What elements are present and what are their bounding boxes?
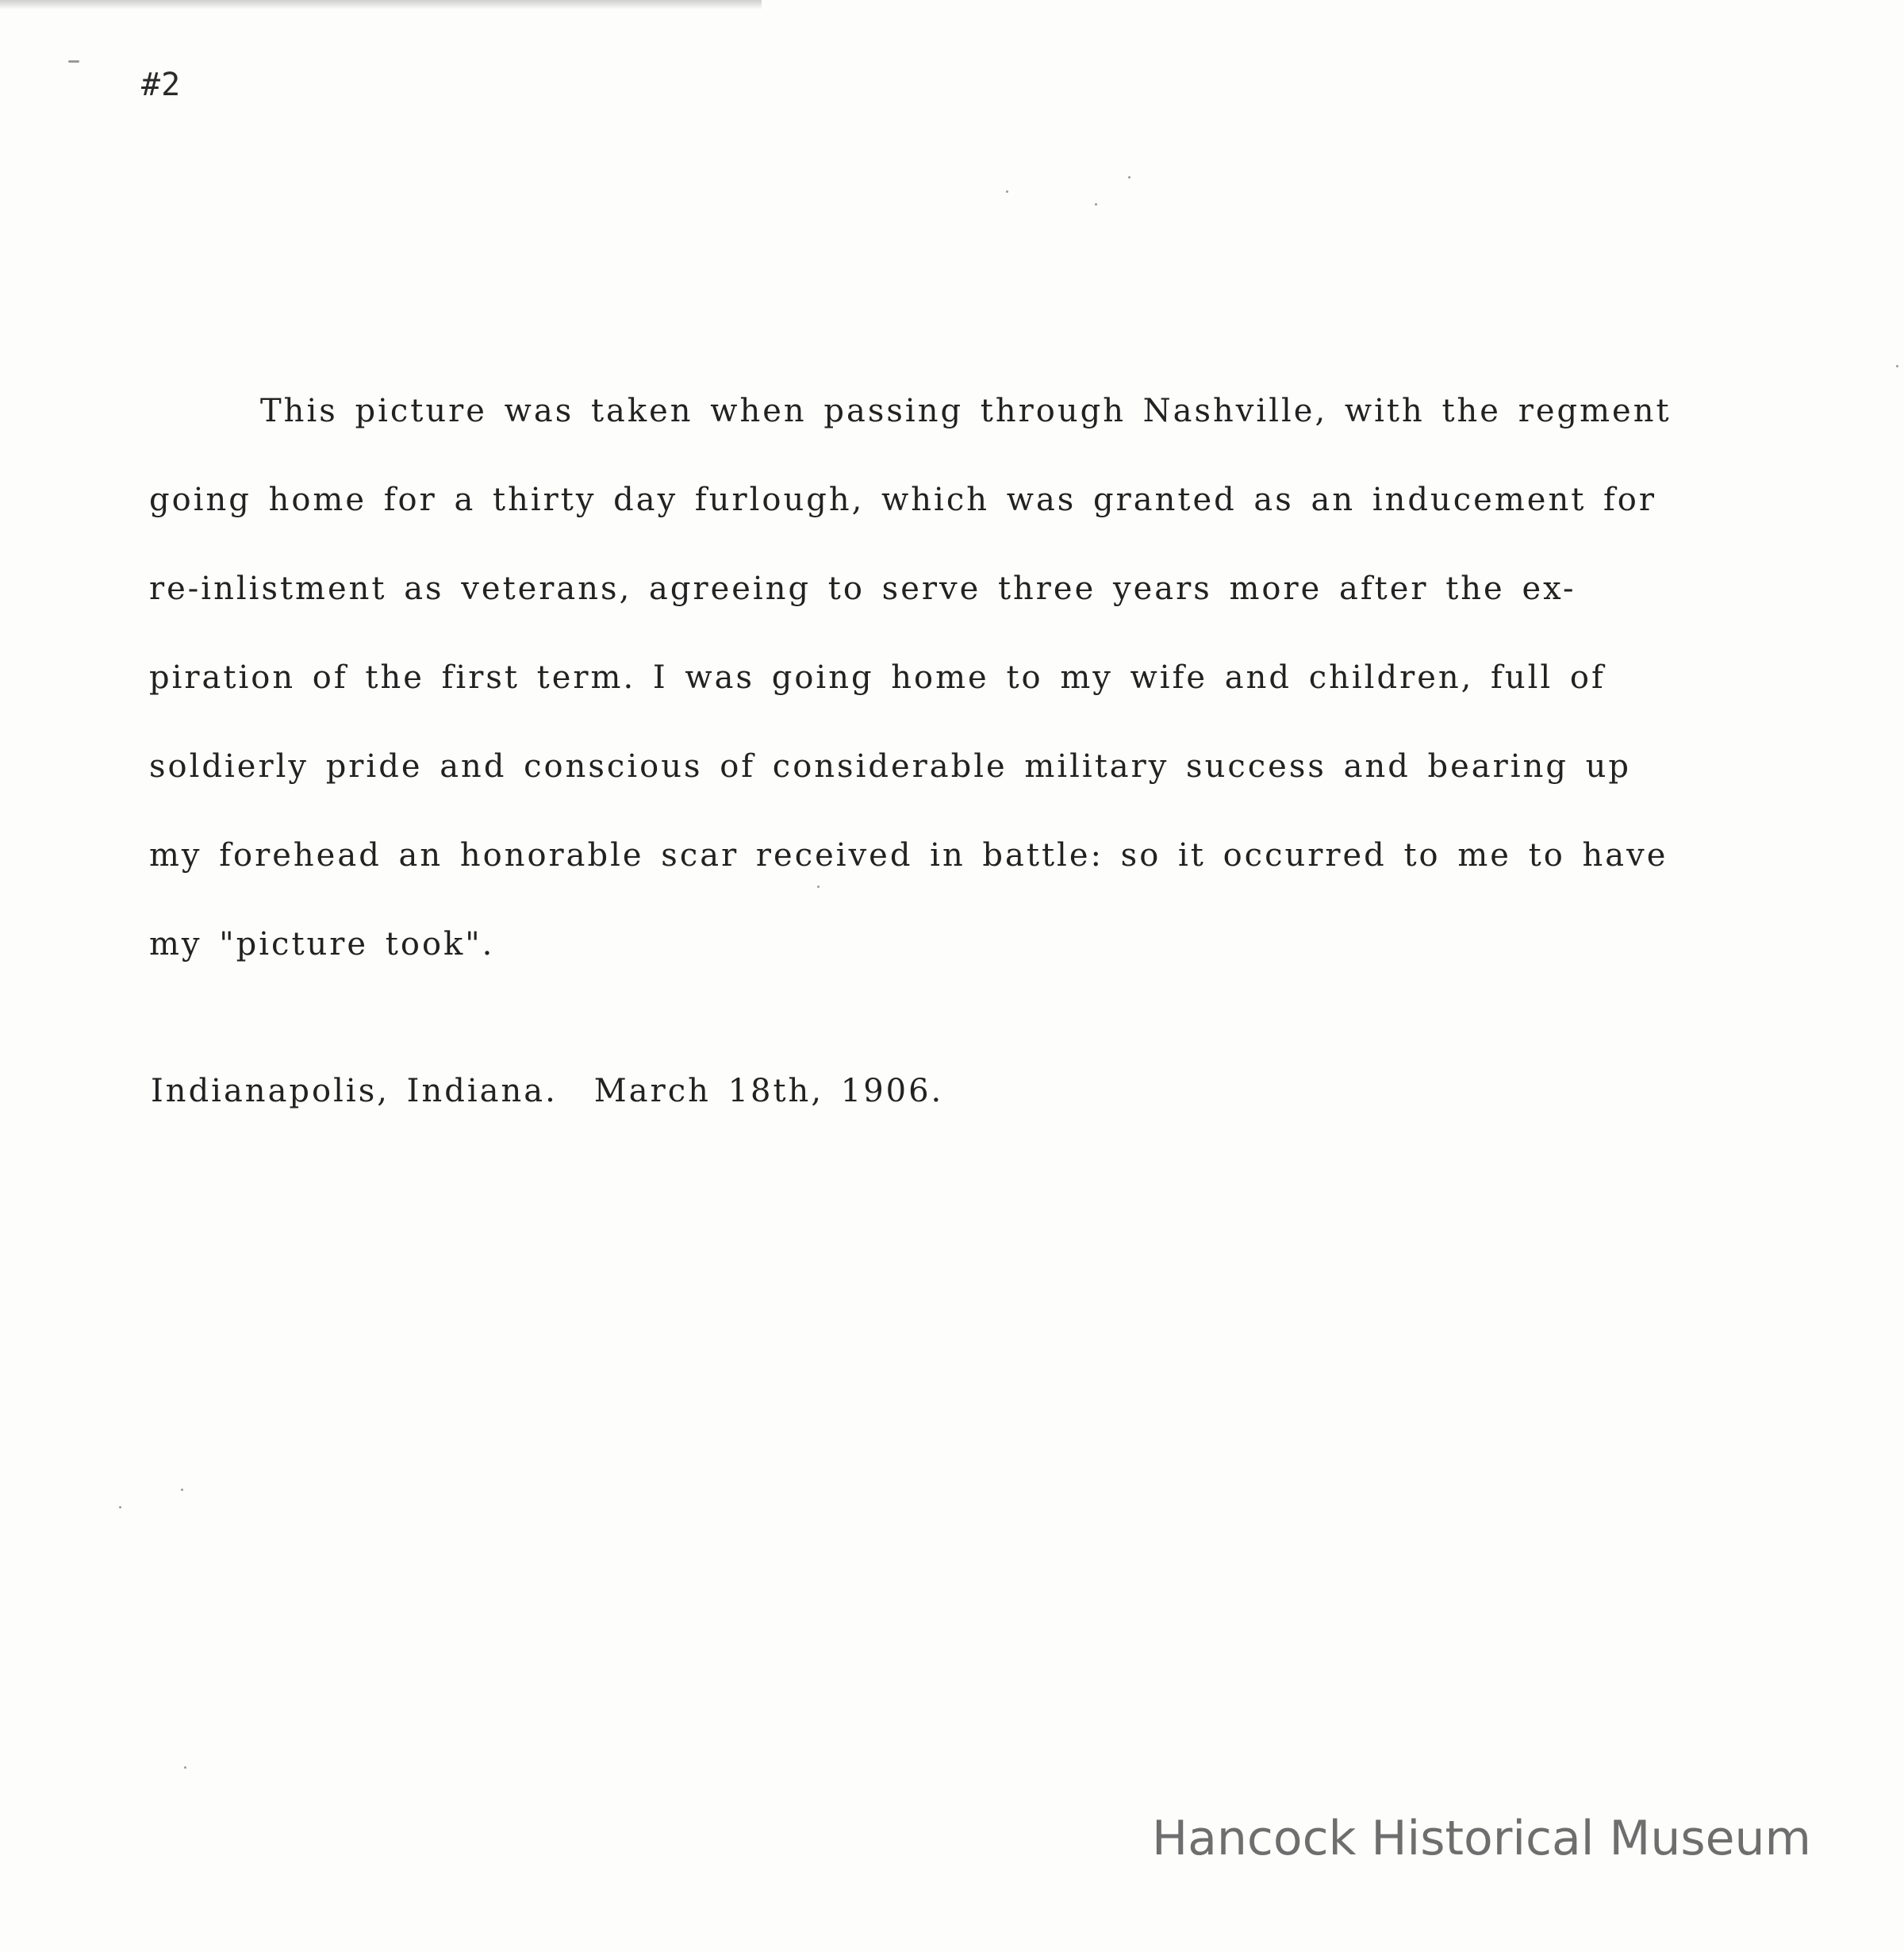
scan-speck <box>119 1506 121 1508</box>
scan-speck <box>1095 203 1097 206</box>
scan-speck <box>817 886 820 888</box>
page-number: #2 <box>141 67 182 103</box>
paragraph-line: my "picture took". <box>149 926 495 963</box>
date-text: March 18th, 1906. <box>593 1073 944 1109</box>
paragraph-line: my forehead an honorable scar received in battle: so it occurred to me to have <box>149 837 1668 874</box>
scan-speck <box>1006 190 1008 193</box>
paragraph-line: re-inlistment as veterans, agreeing to serve three years more after the ex- <box>149 571 1576 607</box>
paragraph-line: piration of the first term. I was going home to my wife and children, full of <box>149 659 1606 696</box>
place-and-date <box>151 1073 943 1109</box>
letter-paragraph <box>149 367 1752 989</box>
scan-speck <box>184 1766 186 1769</box>
paragraph-line: This picture was taken when passing through Nashville, with the regment <box>260 393 1672 429</box>
place-text: Indianapolis, Indiana. <box>151 1073 558 1109</box>
paragraph-line: going home for a thirty day furlough, which was granted as an inducement for <box>149 482 1657 518</box>
scan-speck <box>181 1489 183 1491</box>
paragraph-line: soldierly pride and conscious of considerable military success and bearing up <box>149 748 1632 785</box>
scan-speck <box>1896 365 1898 367</box>
scan-shadow-edge <box>0 0 762 10</box>
museum-watermark: Hancock Historical Museum <box>1152 1811 1811 1866</box>
scan-speck <box>68 60 79 63</box>
scan-speck <box>1128 176 1130 179</box>
